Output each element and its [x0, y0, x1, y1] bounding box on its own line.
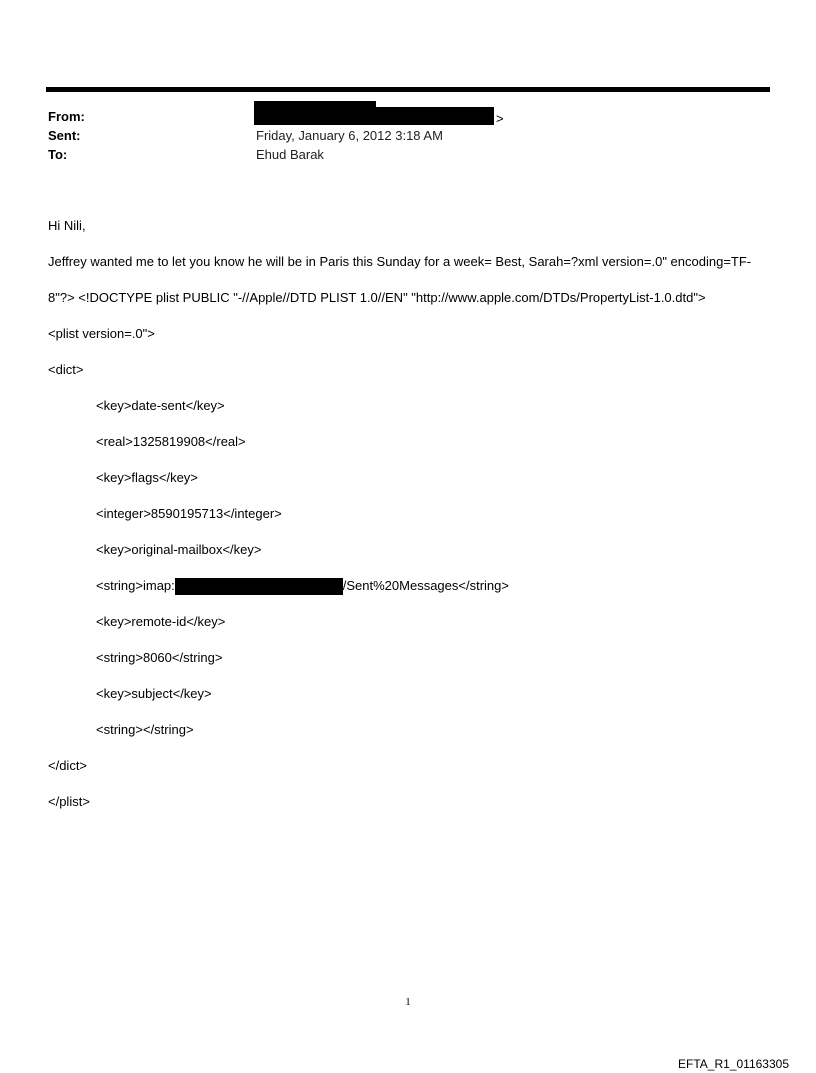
- header-rule: [46, 87, 770, 92]
- redaction-box: [175, 578, 343, 595]
- redaction-box: [254, 107, 494, 125]
- sent-label: Sent:: [48, 128, 81, 143]
- imap-suffix: /Sent%20Messages</string>: [342, 578, 509, 593]
- dict-line: <string>8060</string>: [96, 650, 223, 665]
- from-value-tail: >: [496, 111, 504, 126]
- dict-line: <key>flags</key>: [96, 470, 198, 485]
- dict-open: <dict>: [48, 362, 84, 377]
- dict-line: <integer>8590195713</integer>: [96, 506, 282, 521]
- dict-line: <key>subject</key>: [96, 686, 212, 701]
- plist-open: <plist version=.0">: [48, 326, 155, 341]
- sent-value: Friday, January 6, 2012 3:18 AM: [256, 128, 443, 143]
- dict-close: </dict>: [48, 758, 88, 773]
- dict-line: <key>date-sent</key>: [96, 398, 225, 413]
- body-line: Jeffrey wanted me to let you know he will be in Paris this Sunday for a week= Best, Sarah=?xml version=.0" encoding=TF-: [48, 254, 752, 269]
- document-id: EFTA_R1_01163305: [678, 1057, 789, 1071]
- dict-line: <string></string>: [96, 722, 194, 737]
- page-number: 1: [405, 996, 411, 1008]
- to-value: Ehud Barak: [256, 147, 324, 162]
- dict-line: <key>original-mailbox</key>: [96, 542, 262, 557]
- email-body: [48, 199, 778, 829]
- plist-close: </plist>: [48, 794, 90, 809]
- body-line: 8"?> <!DOCTYPE plist PUBLIC "-//Apple//DTD PLIST 1.0//EN" "http://www.apple.com/DTDs/PropertyList-1.0.dtd">: [48, 290, 706, 305]
- to-label: To:: [48, 147, 68, 162]
- imap-prefix: <string>imap:: [96, 578, 175, 593]
- dict-line: <key>remote-id</key>: [96, 614, 226, 629]
- imap-line: [48, 577, 778, 595]
- greeting: Hi Nili,: [48, 218, 86, 233]
- dict-line: <real>1325819908</real>: [96, 434, 246, 449]
- from-label: From:: [48, 109, 85, 124]
